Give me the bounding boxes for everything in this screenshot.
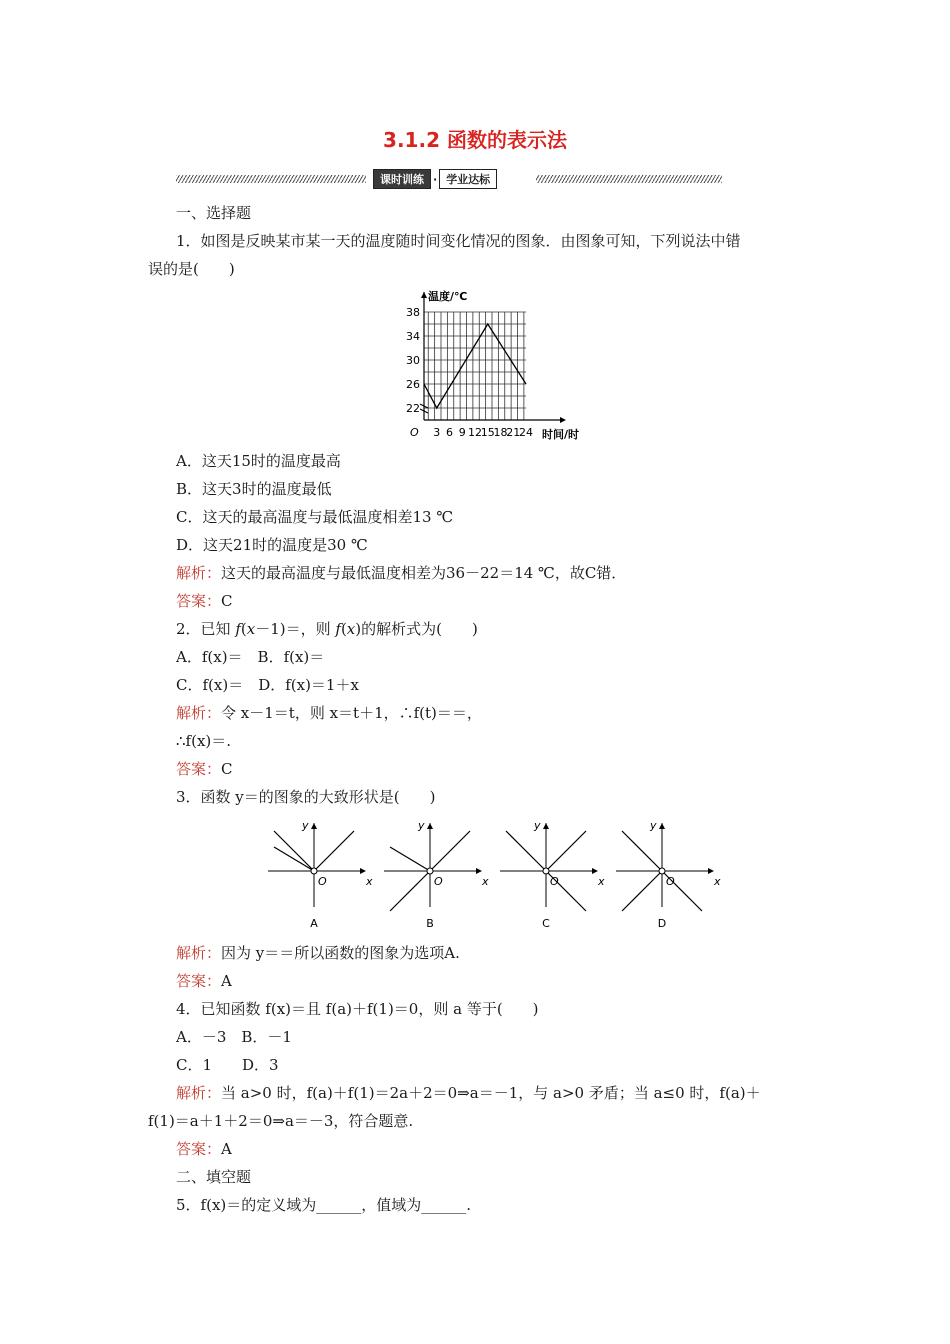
q3-graph-y-label: y bbox=[534, 819, 541, 832]
q4-stem: 4．已知函数 f(x)＝且 f(a)＋f(1)＝0，则 a 等于( ) bbox=[176, 1000, 539, 1018]
q4-analysis bbox=[176, 1083, 761, 1103]
q3-graph-option-label: A bbox=[310, 917, 318, 930]
q3-graph-branch bbox=[622, 871, 662, 911]
y-axis-arrow bbox=[421, 292, 427, 298]
q4-analysis-label: 解析： bbox=[176, 1084, 222, 1102]
q3-graph-option-label: C bbox=[542, 917, 550, 930]
q3-graph-x-label: x bbox=[598, 875, 605, 888]
section-banner bbox=[176, 170, 722, 190]
q1-option-a: A．这天15时的温度最高 bbox=[176, 452, 341, 470]
q3-graph-hollow-point bbox=[659, 868, 665, 874]
q4-analysis-text: 当 a>0 时，f(a)＋f(1)＝2a＋2＝0⇒a＝－1，与 a>0 矛盾；当 a≤0 时，f(a)＋ bbox=[221, 1084, 761, 1102]
y-tick-label: 34 bbox=[406, 330, 420, 343]
q3-graph-x-arrow bbox=[708, 868, 714, 874]
y-axis-label: 温度/℃ bbox=[428, 290, 468, 303]
q3-graph-branch bbox=[546, 831, 586, 871]
q3-graph-y-arrow bbox=[427, 823, 433, 829]
x-tick-label: 24 bbox=[519, 426, 533, 439]
q3-graph-x-arrow bbox=[360, 868, 366, 874]
banner-tag bbox=[373, 170, 533, 188]
q2-answer-value: C bbox=[221, 760, 233, 778]
banner-hatch-left bbox=[176, 175, 366, 183]
q3-graph-hollow-point bbox=[311, 868, 317, 874]
x-tick-label: 6 bbox=[446, 426, 453, 439]
q3-graph-y-label: y bbox=[418, 819, 425, 832]
q1-answer bbox=[176, 591, 233, 611]
q3-graph-origin: O bbox=[666, 875, 675, 888]
q1-analysis-label: 解析： bbox=[176, 564, 222, 582]
q1-answer-value: C bbox=[221, 592, 233, 610]
q2-answer-label: 答案： bbox=[176, 760, 222, 778]
banner-tag-right: 学业达标 bbox=[439, 169, 497, 189]
q3-graph-x-arrow bbox=[592, 868, 598, 874]
q3-graph-branch bbox=[546, 871, 586, 911]
q2-stem-part: x bbox=[246, 620, 256, 638]
q3-graph-origin: O bbox=[318, 875, 327, 888]
q2-analysis-line2: ∴f(x)＝. bbox=[176, 732, 232, 750]
x-tick-label: 3 bbox=[433, 426, 441, 439]
y-tick-label: 30 bbox=[406, 354, 420, 367]
x-tick-label: 18 bbox=[493, 426, 508, 439]
banner-tag-left: 课时训练 bbox=[373, 169, 431, 189]
q4-answer-label: 答案： bbox=[176, 1140, 222, 1158]
q4-options-cd: C．1 D．3 bbox=[176, 1056, 279, 1074]
temperature-chart bbox=[392, 284, 592, 444]
q2-analysis bbox=[176, 703, 482, 723]
q1-analysis-text: 这天的最高温度与最低温度相差为36－22＝14 ℃，故C错． bbox=[221, 564, 627, 582]
x-axis-label: 时间/时 bbox=[542, 428, 580, 441]
q2-stem-part: )的解析式为( ) bbox=[355, 620, 478, 638]
section-heading-choice: 一、选择题 bbox=[176, 204, 252, 222]
q3-answer-label: 答案： bbox=[176, 972, 222, 990]
q2-stem-part: 2．已知 bbox=[176, 620, 236, 638]
q3-graph-branch bbox=[314, 831, 354, 871]
q1-analysis bbox=[176, 563, 626, 583]
q3-graph-x-arrow bbox=[476, 868, 482, 874]
q3-graph-y-arrow bbox=[543, 823, 549, 829]
x-axis-arrow bbox=[560, 417, 566, 423]
q4-analysis-line2: f(1)＝a＋1＋2＝0⇒a＝－3，符合题意. bbox=[148, 1112, 414, 1130]
q3-graph-branch bbox=[662, 871, 702, 911]
q4-options-ab: A．－3 B．－1 bbox=[176, 1028, 292, 1046]
q2-stem-part: ( bbox=[240, 620, 247, 638]
q3-graph-x-label: x bbox=[366, 875, 373, 888]
q3-stem: 3．函数 y＝的图象的大致形状是( ) bbox=[176, 788, 436, 806]
q1-stem-line2: 误的是( ) bbox=[148, 260, 235, 278]
q2-analysis-text: 令 x－1＝t，则 x＝t＋1，∴f(t)＝＝， bbox=[221, 704, 482, 722]
q3-graph-hollow-point bbox=[543, 868, 549, 874]
x-tick-label: 15 bbox=[480, 426, 495, 439]
q1-option-c: C．这天的最高温度与最低温度相差13 ℃ bbox=[176, 508, 454, 526]
q3-graph-branch bbox=[622, 831, 662, 871]
q1-option-b: B．这天3时的温度最低 bbox=[176, 480, 332, 498]
temperature-series-line bbox=[424, 324, 526, 408]
q2-stem-part: f bbox=[235, 620, 241, 638]
q1-option-d: D．这天21时的温度是30 ℃ bbox=[176, 536, 368, 554]
banner-tag-dot: · bbox=[433, 172, 438, 186]
q1-stem-line1: 1．如图是反映某市某一天的温度随时间变化情况的图象．由图象可知，下列说法中错 bbox=[176, 232, 741, 250]
q2-options-cd: C．f(x)＝ D．f(x)＝1＋x bbox=[176, 676, 359, 694]
q3-answer bbox=[176, 971, 232, 991]
q4-answer bbox=[176, 1139, 232, 1159]
q2-stem-part: －1)＝，则 bbox=[255, 620, 336, 638]
q3-analysis-label: 解析： bbox=[176, 944, 222, 962]
q3-analysis-text: 因为 y＝＝所以函数的图象为选项A. bbox=[221, 944, 460, 962]
q2-answer bbox=[176, 759, 233, 779]
q3-option-graphs bbox=[262, 815, 722, 935]
q3-graph-option-label: D bbox=[657, 917, 667, 930]
q5-stem: 5．f(x)＝的定义域为______，值域为______. bbox=[176, 1196, 472, 1214]
q3-graph-y-arrow bbox=[659, 823, 665, 829]
banner-hatch-right bbox=[536, 175, 722, 183]
q3-graph-option-label: B bbox=[426, 917, 434, 930]
q3-graph-x-label: x bbox=[482, 875, 489, 888]
q3-graph-x-label: x bbox=[714, 875, 721, 888]
q3-graph-hollow-point bbox=[427, 868, 433, 874]
q2-analysis-label: 解析： bbox=[176, 704, 222, 722]
q3-analysis bbox=[176, 943, 460, 963]
y-tick-label: 26 bbox=[406, 378, 420, 391]
y-tick-label: 22 bbox=[406, 402, 420, 415]
q2-stem-part: f bbox=[335, 620, 341, 638]
x-tick-label: 12 bbox=[468, 426, 482, 439]
page-title: 3.1.2 函数的表示法 bbox=[383, 128, 567, 152]
q4-answer-value: A bbox=[221, 1140, 232, 1158]
q3-graph-branch bbox=[390, 871, 430, 911]
q2-stem bbox=[176, 619, 478, 639]
q2-options-ab: A．f(x)＝ B．f(x)＝ bbox=[176, 648, 325, 666]
q3-graph-y-arrow bbox=[311, 823, 317, 829]
y-tick-label: 38 bbox=[406, 306, 420, 319]
q2-stem-part: x bbox=[346, 620, 356, 638]
q3-graph-origin: O bbox=[550, 875, 559, 888]
q2-stem-part: ( bbox=[340, 620, 347, 638]
q3-graph-y-label: y bbox=[302, 819, 309, 832]
origin-label: O bbox=[410, 426, 419, 439]
section-heading-fill: 二、填空题 bbox=[176, 1168, 252, 1186]
q3-graph-origin: O bbox=[434, 875, 443, 888]
q3-graph-branch bbox=[506, 831, 546, 871]
q3-answer-value: A bbox=[221, 972, 232, 990]
x-tick-label: 9 bbox=[458, 426, 466, 439]
q1-answer-label: 答案： bbox=[176, 592, 222, 610]
q3-graph-y-label: y bbox=[650, 819, 657, 832]
q3-graph-branch bbox=[430, 831, 470, 871]
q3-graph-branch bbox=[390, 847, 430, 871]
x-tick-label: 21 bbox=[506, 426, 521, 439]
